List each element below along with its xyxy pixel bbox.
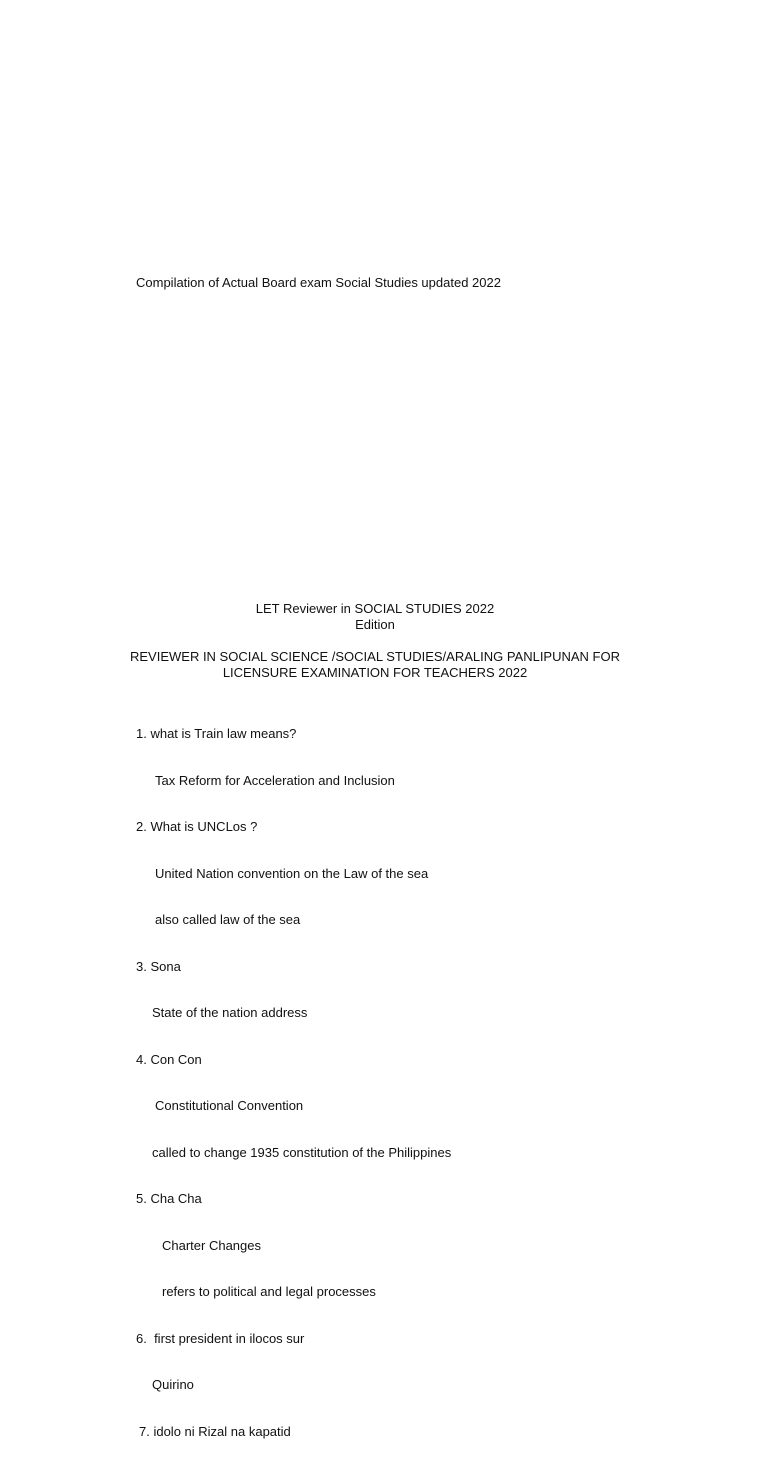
document-title: Compilation of Actual Board exam Social Studies updated 2022	[136, 275, 501, 290]
reviewer-heading-line-1: REVIEWER IN SOCIAL SCIENCE /SOCIAL STUDIES/ARALING PANLIPUNAN FOR	[129, 649, 620, 664]
answer-text: Constitutional Convention	[155, 1098, 304, 1113]
answer-text: Charter Changes	[162, 1237, 261, 1253]
question-list	[136, 695, 451, 1470]
answer-text: United Nation convention on the Law of the sea	[155, 865, 429, 881]
question-text: 7. idolo ni Rizal na kapatid	[139, 1423, 291, 1439]
reviewer-heading-line-2: LICENSURE EXAMINATION FOR TEACHERS 2022	[222, 665, 528, 680]
question-text: 6. first president in ilocos sur	[136, 1330, 305, 1346]
reviewer-heading	[120, 649, 630, 681]
question-text: 4. Con Con	[136, 1051, 202, 1067]
answer-text: State of the nation address	[152, 1005, 308, 1020]
answer-text: Quirino	[152, 1377, 194, 1392]
answer-text: Tax Reform for Acceleration and Inclusion	[155, 772, 395, 788]
answer-text: refers to political and legal processes	[162, 1284, 376, 1299]
reviewer-title-line-1: LET Reviewer in SOCIAL STUDIES 2022	[255, 601, 495, 616]
reviewer-title-line-2: Edition	[355, 617, 395, 632]
question-text: 2. What is UNCLos ?	[136, 819, 258, 834]
answer-text: called to change 1935 constitution of the Philippines	[152, 1144, 452, 1160]
reviewer-title	[120, 601, 630, 633]
question-text: 3. Sona	[136, 958, 181, 974]
question-text: 1. what is Train law means?	[136, 726, 297, 741]
question-text: 5. Cha Cha	[136, 1191, 202, 1206]
answer-text: also called law of the sea	[155, 912, 301, 927]
